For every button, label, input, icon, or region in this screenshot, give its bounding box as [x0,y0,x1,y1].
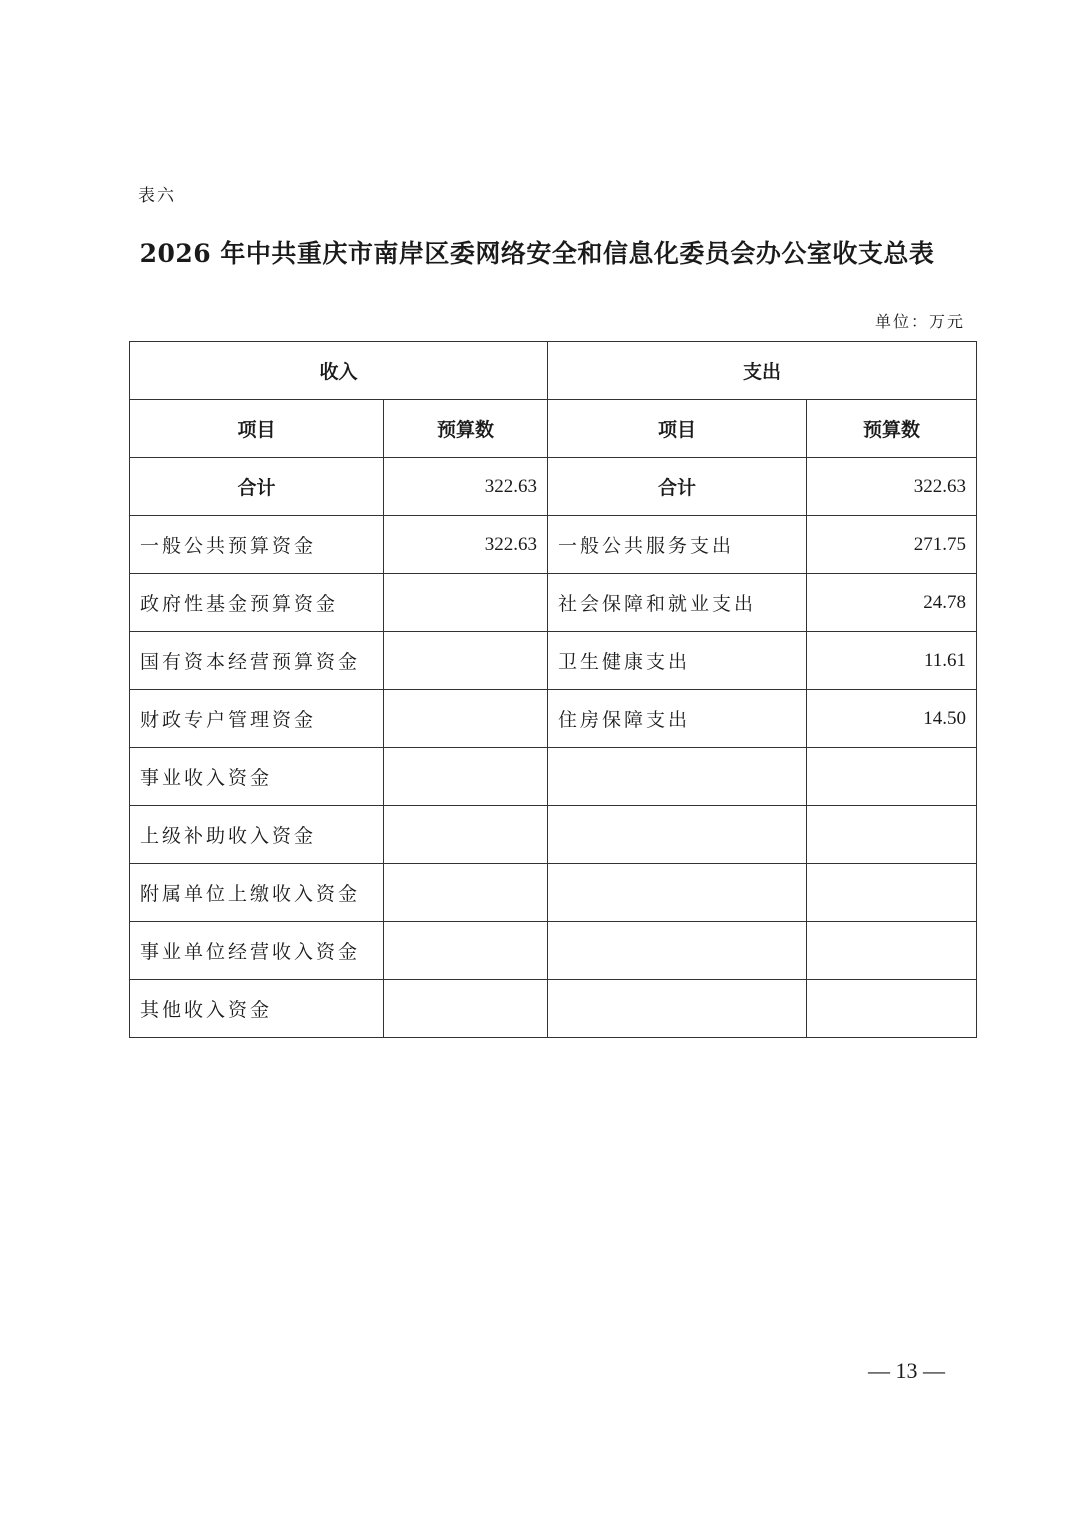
budget-table-body [130,342,977,1038]
income-item: 财政专户管理资金 [130,690,384,748]
table-row [130,516,977,574]
expense-value [807,806,977,864]
expense-value [807,922,977,980]
expense-item: 社会保障和就业支出 [548,574,807,632]
income-item: 附属单位上缴收入资金 [130,864,384,922]
expense-item [548,922,807,980]
unit-note: 单位：万元 [874,312,965,331]
section-header-row [130,342,977,400]
income-value [384,690,548,748]
expense-value [807,864,977,922]
expense-item [548,748,807,806]
income-item: 事业收入资金 [130,748,384,806]
income-item: 政府性基金预算资金 [130,574,384,632]
income-total-value: 322.63 [384,458,548,516]
income-total-label: 合计 [130,458,384,516]
income-value: 322.63 [384,516,548,574]
expense-item [548,864,807,922]
expense-section-header: 支出 [548,342,977,400]
expense-total-label: 合计 [548,458,807,516]
budget-table [129,341,977,1038]
income-section-header: 收入 [130,342,548,400]
table-row [130,922,977,980]
income-value [384,922,548,980]
income-item: 事业单位经营收入资金 [130,922,384,980]
table-label: 表六 [138,186,176,206]
expense-value: 271.75 [807,516,977,574]
document-title: 2026 年中共重庆市南岸区委网络安全和信息化委员会办公室收支总表 [139,239,935,268]
expense-value: 24.78 [807,574,977,632]
expense-item-header: 项目 [548,400,807,458]
income-value [384,574,548,632]
income-value [384,864,548,922]
income-value [384,806,548,864]
expense-total-value: 322.63 [807,458,977,516]
expense-value: 11.61 [807,632,977,690]
expense-value [807,748,977,806]
expense-item: 住房保障支出 [548,690,807,748]
total-row [130,458,977,516]
table-row [130,806,977,864]
table-row [130,632,977,690]
table-row [130,864,977,922]
table-row [130,980,977,1038]
expense-value [807,980,977,1038]
expense-item: 卫生健康支出 [548,632,807,690]
table-row [130,690,977,748]
expense-budget-header: 预算数 [807,400,977,458]
table-row [130,748,977,806]
income-item: 上级补助收入资金 [130,806,384,864]
expense-item [548,980,807,1038]
income-budget-header: 预算数 [384,400,548,458]
expense-item [548,806,807,864]
column-header-row [130,400,977,458]
income-value [384,632,548,690]
income-item: 一般公共预算资金 [130,516,384,574]
expense-item: 一般公共服务支出 [548,516,807,574]
income-item-header: 项目 [130,400,384,458]
income-value [384,748,548,806]
expense-value: 14.50 [807,690,977,748]
income-value [384,980,548,1038]
page-number: — 13 — [868,1358,945,1383]
table-row [130,574,977,632]
income-item: 国有资本经营预算资金 [130,632,384,690]
income-item: 其他收入资金 [130,980,384,1038]
